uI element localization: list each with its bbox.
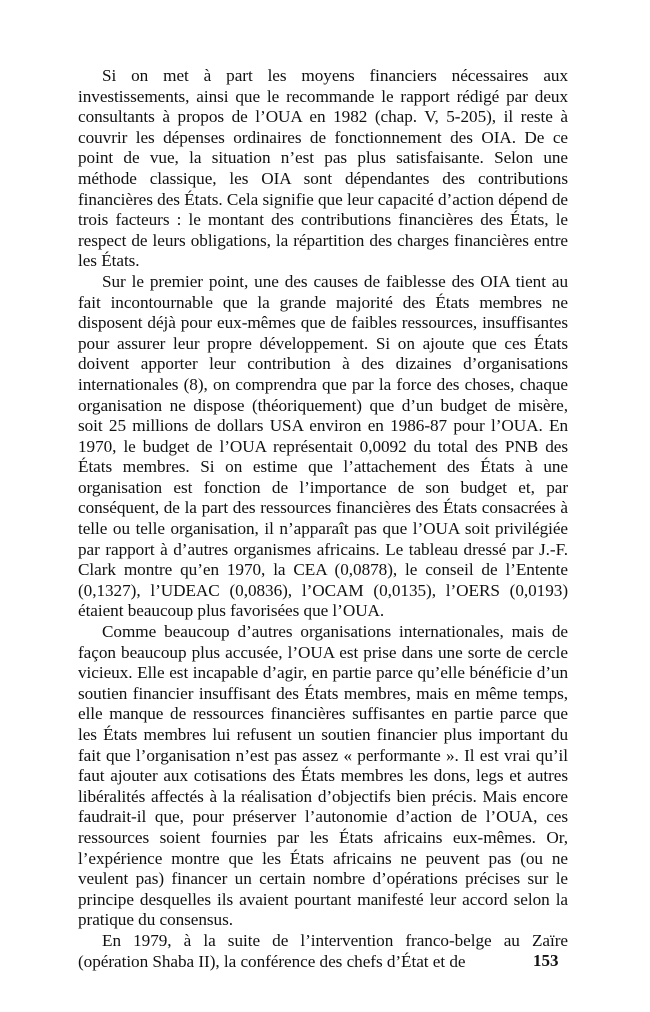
paragraph-1: Si on met à part les moyens financiers nécessaires aux investissements, ainsi que le recommande le rapport rédigé par deux consultants à propos de l’OUA en 1982 (chap. V, 5-205), il reste à couvrir les dépenses ordinaires de fonctionnement des OIA. De ce point de vue, la situation n’est pas plus satisfaisante. Selon une méthode classique, les OIA sont dépendantes des contributions financières des États. Cela signifie que leur capacité d’action dépend de trois facteurs : le montant des contributions financières des États, le respect de leurs obligations, la répartition des charges financières entre les États. — [78, 66, 568, 271]
paragraph-4: En 1979, à la suite de l’intervention franco-belge au Zaïre (opération Shaba II), la conférence des chefs d’État et de — [78, 930, 568, 971]
paragraph-3: Comme beaucoup d’autres organisations internationales, mais de façon beaucoup plus accusée, l’OUA est prise dans une sorte de cercle vicieux. Elle est incapable d’agir, en partie parce qu’elle bénéficie d’un soutien financier insuffisant des États membres, mais en même temps, elle manque de ressources financières suffisantes en partie parce que les États membres lui refusent un soutien financier plus important du fait que l’organisation n’est pas assez « performante ». Il est vrai qu’il faut ajouter aux cotisations des États membres les dons, legs et autres libéralités affectés à la réalisation d’objectifs bien précis. Mais encore faudrait-il que, pour préserver l’autonomie d’action de l’OUA, ces ressources soient fournies par les États africains eux-mêmes. Or, l’expérience montre que les États africains ne peuvent pas (ou ne veulent pas) financer un certain nombre d’opérations précises sur le principe desquelles ils avaient pourtant manifesté leur accord selon la pratique du consensus. — [78, 622, 568, 930]
page-body — [78, 66, 568, 972]
paragraph-2: Sur le premier point, une des causes de faiblesse des OIA tient au fait incontournable que la grande majorité des États membres ne disposent déjà pour eux-mêmes que de faibles ressources, insuffisantes pour assurer leur propre développement. Si on ajoute que ces États doivent apporter leur contribution à des dizaines d’organisations internationales (8), on comprendra que par la force des choses, chaque organisation ne dispose (théoriquement) que d’un budget de misère, soit 25 millions de dollars USA environ en 1986-87 pour l’OUA. En 1970, le budget de l’OUA représentait 0,0092 du total des PNB des États membres. Si on estime que l’attachement des États à une organisation est fonction de l’importance de son budget et, par conséquent, de la part des ressources financières des États consacrées à telle ou telle organisation, il n’apparaît pas que l’OUA soit privilégiée par rapport à d’autres organismes africains. Le tableau dressé par J.-F. Clark montre qu’en 1970, la CEA (0,0878), le conseil de l’Entente (0,1327), l’UDEAC (0,0836), l’OCAM (0,0135), l’OERS (0,0193) étaient beaucoup plus favorisées que l’OUA. — [78, 271, 568, 621]
page-number: 153 — [533, 951, 559, 970]
